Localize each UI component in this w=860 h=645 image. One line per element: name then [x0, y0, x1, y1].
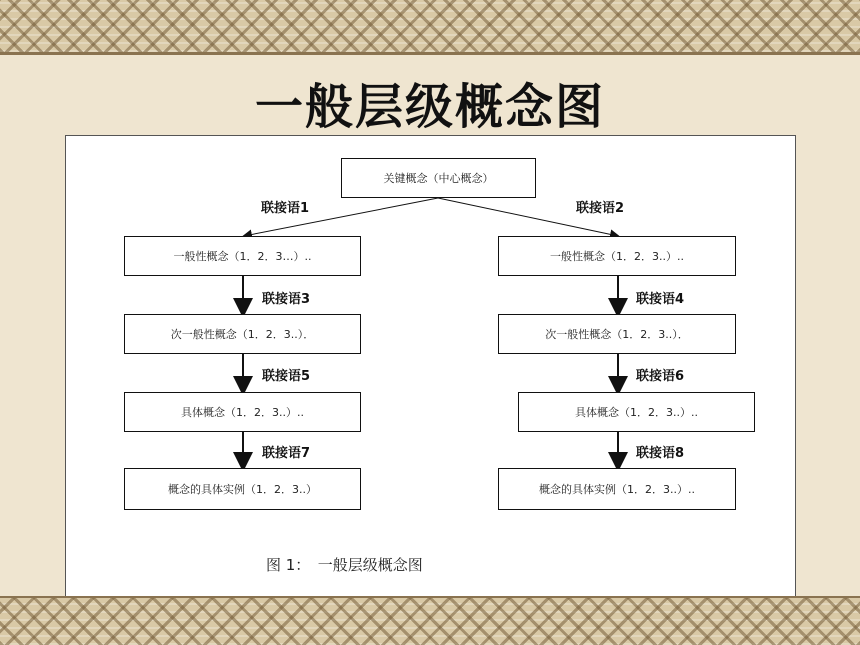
link-label-6: 联接语6 — [636, 369, 685, 384]
link-label-8: 联接语8 — [636, 446, 685, 461]
concept-map-diagram — [65, 135, 796, 601]
left-subgeneral-concept-box: 次一般性概念（1．2．3..）． — [124, 314, 361, 354]
link-label-1: 联接语1 — [261, 201, 310, 216]
link-label-7: 联接语7 — [262, 446, 311, 461]
link-label-3: 联接语3 — [262, 292, 311, 307]
decorative-top-border — [0, 0, 860, 52]
right-general-concept-box: 一般性概念（1．2．3..）.. — [498, 236, 736, 276]
right-subgeneral-concept-box: 次一般性概念（1．2．3..）． — [498, 314, 736, 354]
page-title: 一般层级概念图 — [254, 79, 605, 135]
figure-caption: 图 1： 一般层级概念图 — [266, 556, 423, 574]
top-border-edge — [0, 52, 860, 55]
left-general-concept-box: 一般性概念（1．2．3…）.. — [124, 236, 361, 276]
left-concept-instance-box: 概念的具体实例（1．2．3..） — [124, 468, 361, 510]
left-specific-concept-box: 具体概念（1．2．3..）.. — [124, 392, 361, 432]
diagram-connectors — [66, 136, 797, 602]
decorative-bottom-border — [0, 598, 860, 645]
link-label-2: 联接语2 — [576, 201, 625, 216]
link-label-5: 联接语5 — [262, 369, 311, 384]
right-specific-concept-box: 具体概念（1．2．3..）.. — [518, 392, 755, 432]
right-concept-instance-box: 概念的具体实例（1．2．3..）.. — [498, 468, 736, 510]
central-concept-box: 关键概念（中心概念） — [341, 158, 536, 198]
link-label-4: 联接语4 — [636, 292, 685, 307]
